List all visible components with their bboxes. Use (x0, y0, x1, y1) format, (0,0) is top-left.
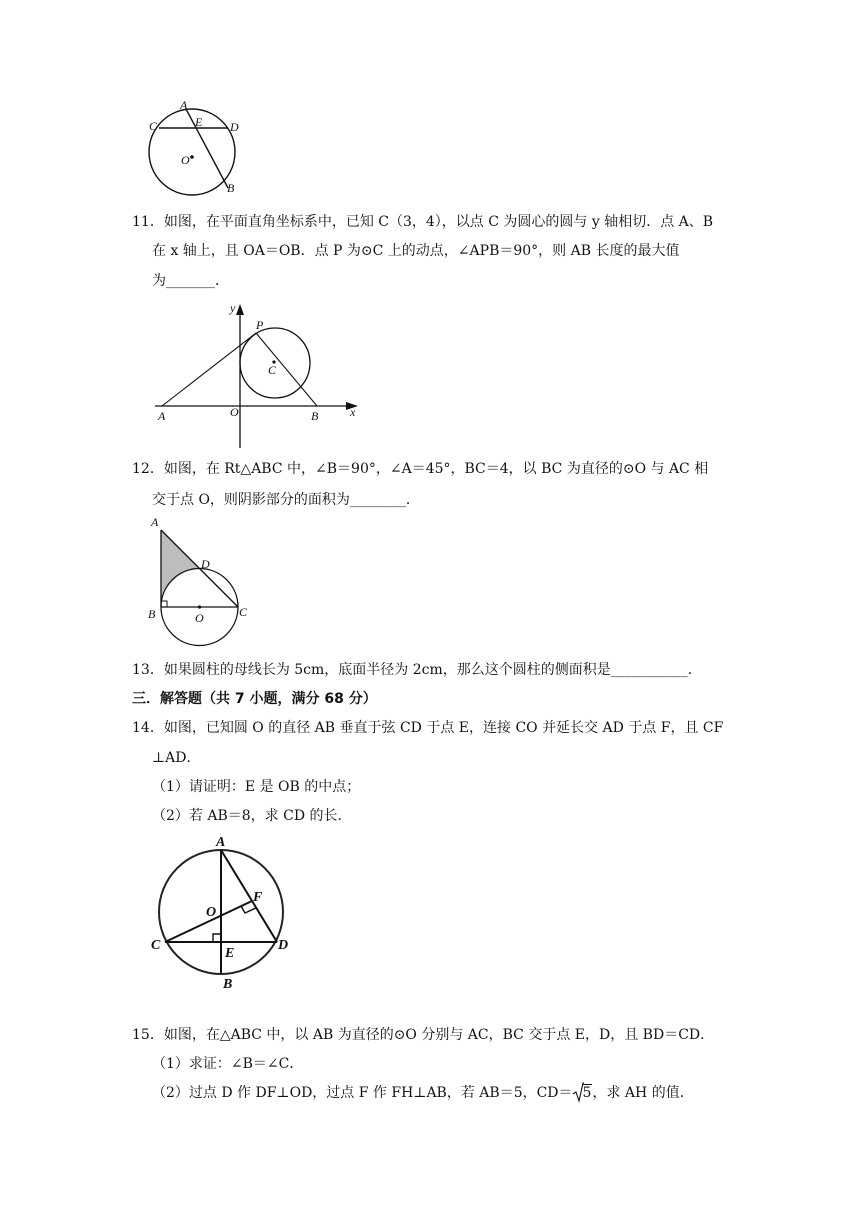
figure-q12 (140, 514, 255, 648)
label-b: B (223, 977, 233, 992)
radical-sign (573, 1082, 584, 1102)
q14-line2: ⊥AD． (152, 750, 201, 766)
center-dot (190, 155, 194, 159)
q15-part1: （1）求证：∠B＝∠C． (152, 1056, 304, 1072)
label-f: F (253, 890, 263, 905)
q11-line2: 在 x 轴上，且 OA＝OB．点 P 为⊙C 上的动点，∠APB＝90°，则 AB 长度的最大值 (152, 243, 680, 259)
right-angle-mark-e (213, 934, 221, 942)
label-x: x (350, 405, 356, 419)
circle-o (149, 109, 235, 195)
label-d: D (278, 938, 289, 953)
section-3-title: 三．解答题（共 7 小题，满分 68 分） (132, 691, 377, 707)
figure-q14 (146, 832, 296, 994)
segment-ad (221, 850, 277, 942)
label-a: A (216, 835, 226, 850)
label-a: A (180, 98, 188, 112)
label-o: O (181, 153, 190, 167)
segment-pa (162, 333, 256, 406)
q12-line2: 交于点 O，则阴影部分的面积为________． (152, 492, 420, 508)
label-c: C (151, 938, 161, 953)
label-o: O (206, 905, 217, 920)
label-p: P (256, 318, 264, 332)
q15-part2 (152, 1083, 694, 1103)
figure-q11 (150, 298, 365, 450)
sqrt-symbol (573, 1083, 593, 1103)
label-o: O (230, 405, 239, 419)
label-e: E (195, 115, 203, 129)
label-b: B (311, 409, 319, 423)
q12-line1: 12．如图，在 Rt△ABC 中，∠B＝90°，∠A＝45°，BC＝4，以 BC 为直径的⊙O 与 AC 相 (132, 461, 709, 477)
q11-line1: 11．如图，在平面直角坐标系中，已知 C（3，4），以点 C 为圆心的圆与 y 轴相切．点 A、B (132, 214, 714, 230)
label-b: B (148, 607, 156, 621)
label-o: O (195, 611, 204, 625)
label-c: C (149, 119, 158, 133)
q14-part2: （2）若 AB＝8，求 CD 的长． (152, 808, 352, 824)
label-a: A (158, 409, 166, 423)
q14-part1: （1）请证明：E 是 OB 的中点； (152, 779, 361, 795)
label-e: E (225, 946, 235, 961)
label-c: C (268, 363, 277, 377)
q15-line1: 15．如图，在△ABC 中，以 AB 为直径的⊙O 分别与 AC，BC 交于点 E，D，且 BD＝CD． (132, 1027, 715, 1043)
label-d: D (201, 557, 210, 571)
right-angle-mark-f (241, 906, 256, 913)
label-b: B (227, 181, 235, 195)
label-y: y (230, 301, 236, 315)
y-axis-arrow (236, 304, 244, 315)
label-d: D (230, 120, 239, 134)
q14-line1: 14．如图，已知圆 O 的直径 AB 垂直于弦 CD 于点 E，连接 CO 并延长交 AD 于点 F，且 CF (132, 720, 724, 736)
label-c: C (239, 605, 248, 619)
figure-q10 (140, 96, 250, 196)
center-o-dot (198, 605, 201, 608)
radicand: 5 (582, 1085, 592, 1101)
q15-part2-tail: ，求 AH 的值． (592, 1085, 694, 1101)
q13-line1: 13．如果圆柱的母线长为 5cm，底面半径为 2cm，那么这个圆柱的侧面积是___________． (132, 662, 702, 678)
q11-line3: 为_______． (152, 273, 229, 289)
label-a: A (151, 515, 159, 529)
q15-part2-text: （2）过点 D 作 DF⊥OD，过点 F 作 FH⊥AB，若 AB＝5，CD＝ (152, 1085, 573, 1101)
segment-pb (256, 333, 317, 406)
